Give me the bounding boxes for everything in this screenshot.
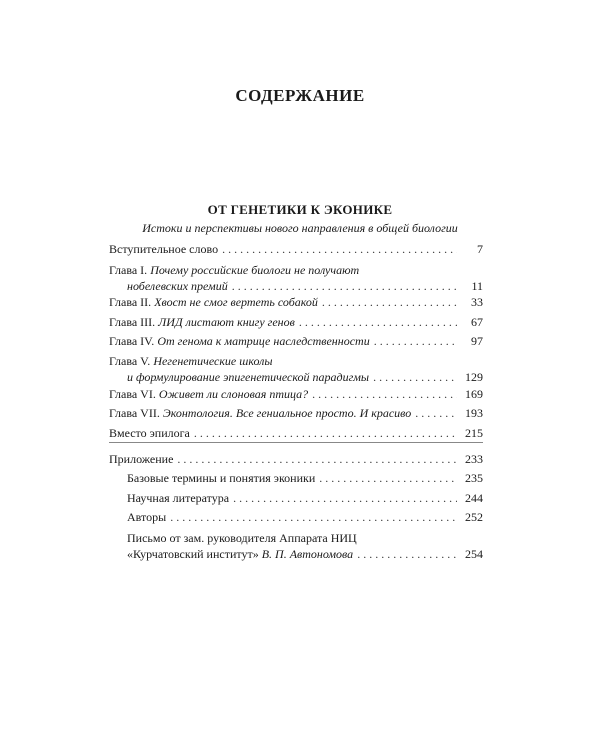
toc-entry-prefix: Глава V. (109, 354, 154, 368)
toc-entry-prefix: Глава VI. (109, 387, 159, 401)
leader-dots (233, 490, 457, 506)
toc-entry-page: 233 (465, 452, 483, 466)
leader-dots (312, 386, 457, 402)
toc-entry-title: Эконтология. Все гениальное просто. И красиво (162, 406, 412, 420)
toc-entry-appendix[interactable] (109, 451, 483, 467)
toc-entry-label-cont: «Курчатовский институт» (127, 547, 262, 561)
leader-dots (357, 546, 457, 562)
toc-entry-label: Письмо от зам. руководителя Аппарата НИЦ (127, 531, 357, 545)
toc-entry-page: 33 (471, 295, 483, 309)
toc-entry-title: Негенетические школы (153, 354, 273, 368)
toc-entry-page: 215 (465, 426, 483, 440)
toc-entry[interactable] (109, 262, 483, 294)
leader-dots (194, 425, 457, 441)
toc-entry[interactable] (109, 386, 483, 402)
leader-dots (299, 314, 457, 330)
toc-entry-title: Оживет ли слоновая птица? (158, 387, 309, 401)
toc-entry-prefix: Глава II. (109, 295, 155, 309)
toc-subentry[interactable] (109, 470, 483, 486)
section-title: ОТ ГЕНЕТИКИ К ЭКОНИКЕ (207, 202, 393, 217)
leader-dots (170, 509, 457, 525)
toc-subentry[interactable] (109, 490, 483, 506)
toc-entry-title: ЛИД листают книгу генов (158, 315, 295, 329)
toc-entry-page: 193 (465, 406, 483, 420)
toc-entry-page: 235 (465, 471, 483, 485)
toc-entry[interactable] (109, 294, 483, 310)
toc-subentry[interactable] (109, 509, 483, 525)
toc-entry-page: 7 (477, 242, 483, 256)
toc-entry-page: 67 (471, 315, 483, 329)
toc-entry-label: Приложение (109, 452, 174, 466)
toc-entry-title: Почему российские биологи не получают (150, 263, 360, 277)
leader-dots (232, 278, 457, 294)
toc-entry[interactable] (109, 241, 483, 257)
toc-entry-author: В. П. Автономова (261, 547, 354, 561)
toc-entry-page: 244 (465, 491, 483, 505)
toc-entry-label: Авторы (127, 510, 167, 524)
leader-dots (222, 241, 457, 257)
toc-entry-prefix: Глава III. (109, 315, 159, 329)
toc-entry[interactable] (109, 425, 483, 441)
toc-entry-page: 252 (465, 510, 483, 524)
toc-entry-title-cont: нобелевских премий (127, 279, 228, 293)
toc-entry[interactable] (109, 314, 483, 330)
toc-entry-label: Научная литература (127, 491, 230, 505)
toc-entry-page: 169 (465, 387, 483, 401)
leader-dots (374, 333, 457, 349)
leader-dots (177, 451, 457, 467)
toc-entry-label: Вместо эпилога (109, 426, 190, 440)
toc-entry-label: Базовые термины и понятия эконики (127, 471, 316, 485)
leader-dots (415, 405, 457, 421)
leader-dots (319, 470, 457, 486)
toc-entry-page: 11 (471, 279, 483, 293)
toc-subentry-letter[interactable] (109, 530, 483, 562)
toc-entry-title: Хвост не смог вертеть собакой (154, 295, 318, 309)
toc-entry[interactable] (109, 333, 483, 349)
section-subtitle: Истоки и перспективы нового направления в общей биологии (142, 221, 458, 235)
leader-dots (373, 369, 457, 385)
toc-entry-title-cont: и формулирование эпигенетической парадигмы (127, 370, 370, 384)
toc-entry-page: 97 (471, 334, 483, 348)
toc-entry-prefix: Глава I. (109, 263, 151, 277)
leader-dots (322, 294, 457, 310)
toc-entry[interactable] (109, 405, 483, 421)
toc-entry-page: 129 (465, 370, 483, 384)
toc-entry-label: Вступительное слово (109, 242, 219, 256)
page-title: СОДЕРЖАНИЕ (235, 86, 365, 105)
toc-entry-title: От генома к матрице наследственности (157, 334, 370, 348)
toc-divider (109, 442, 483, 443)
toc-entry-page: 254 (465, 547, 483, 561)
toc-entry-prefix: Глава IV. (109, 334, 158, 348)
toc-entry[interactable] (109, 353, 483, 385)
toc-entry-prefix: Глава VII. (109, 406, 163, 420)
